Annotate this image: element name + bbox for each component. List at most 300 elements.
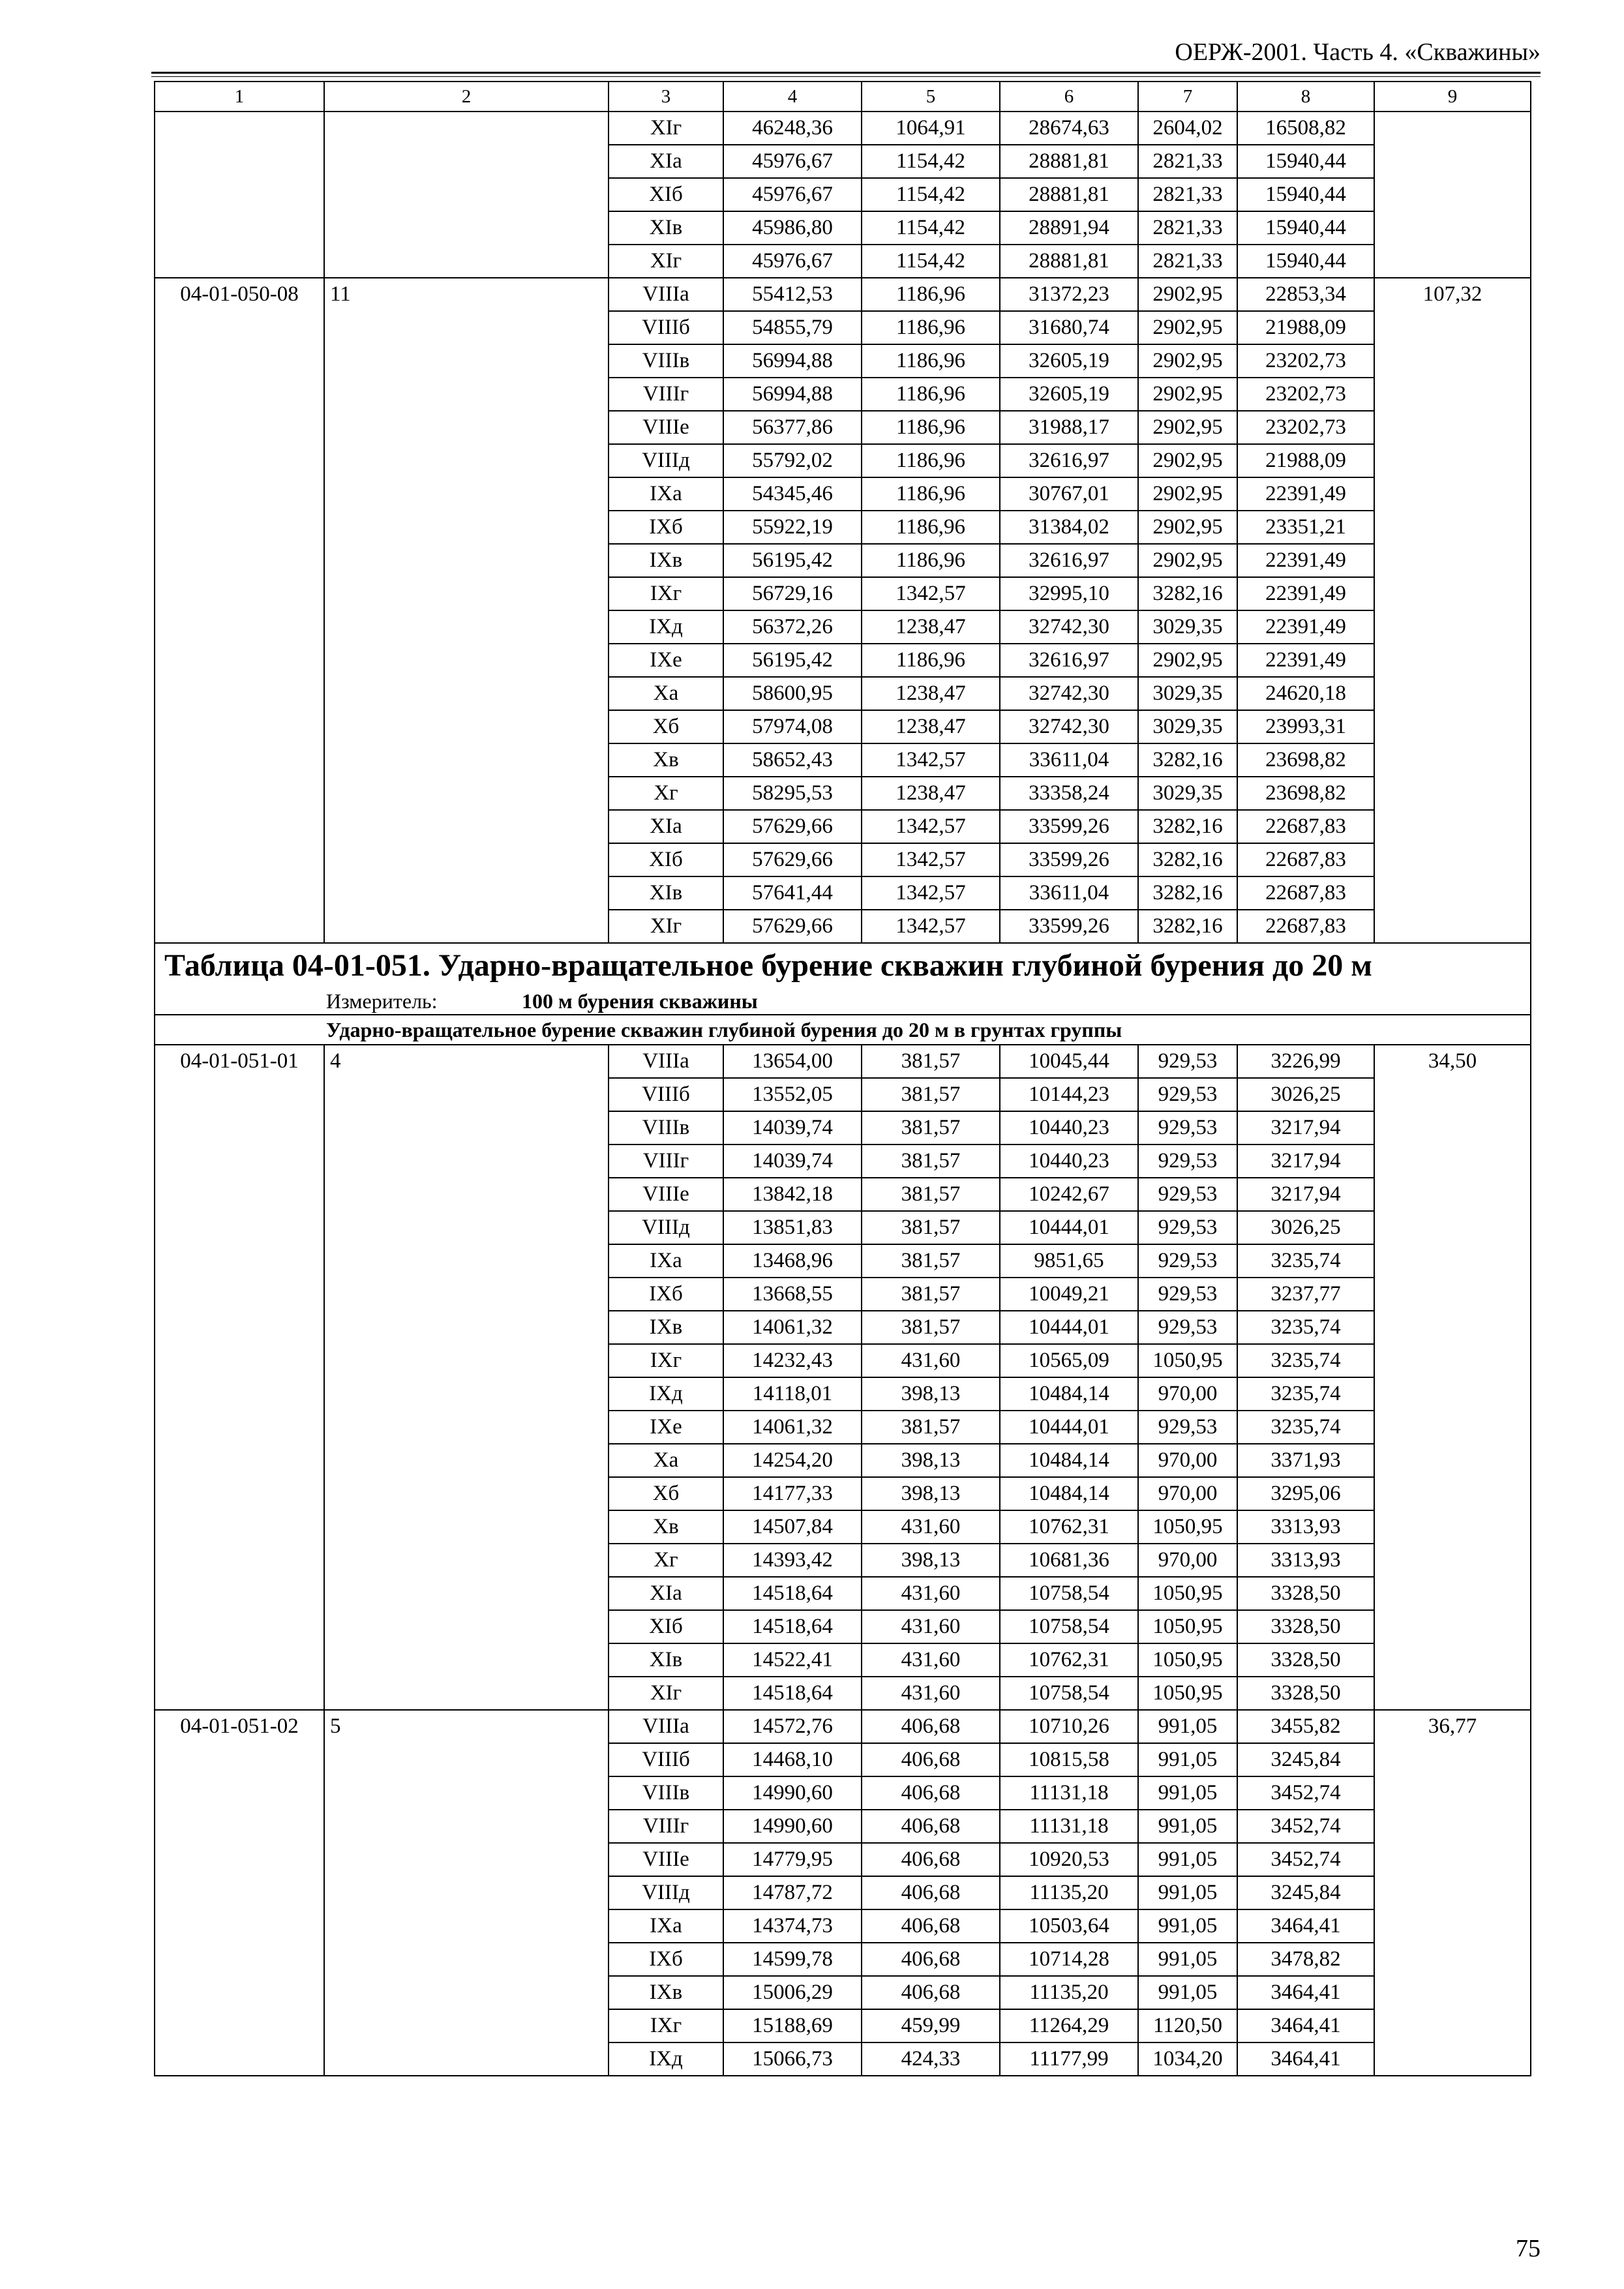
soil-group-cell: VIIIд [609,1876,723,1909]
meter-cell [155,988,1531,1015]
value-cell: 3328,50 [1237,1643,1374,1677]
workers-cell: 5 [324,1710,609,2076]
value-cell: 929,53 [1138,1078,1237,1111]
soil-group-cell: XIа [609,1577,723,1610]
value-cell: 33611,04 [1000,743,1138,777]
value-cell: 3217,94 [1237,1111,1374,1144]
value-cell: 15940,44 [1237,245,1374,278]
value-cell: 3235,74 [1237,1411,1374,1444]
value-cell: 10440,23 [1000,1144,1138,1178]
value-cell: 31372,23 [1000,278,1138,311]
value-cell: 23202,73 [1237,378,1374,411]
value-cell: 31384,02 [1000,511,1138,544]
soil-group-cell: VIIIв [609,1111,723,1144]
value-cell: 991,05 [1138,1943,1237,1976]
column-number: 1 [155,82,324,112]
table-row [155,278,1531,311]
value-cell: 22391,49 [1237,477,1374,511]
soil-group-cell: XIа [609,810,723,843]
value-cell: 10762,31 [1000,1510,1138,1544]
soil-group-cell: VIIIа [609,1045,723,1078]
value-cell: 2902,95 [1138,311,1237,344]
value-cell: 2902,95 [1138,477,1237,511]
value-cell: 23351,21 [1237,511,1374,544]
value-cell: 14522,41 [723,1643,862,1677]
rate-code-cell [155,112,324,278]
soil-group-cell: VIIIб [609,1078,723,1111]
column-number: 2 [324,82,609,112]
value-cell: 32995,10 [1000,577,1138,610]
soil-group-cell: VIIIе [609,1178,723,1211]
value-cell: 57974,08 [723,710,862,743]
value-cell: 57629,66 [723,843,862,876]
soil-group-cell: VIIIа [609,1710,723,1743]
value-cell: 431,60 [862,1610,1000,1643]
soil-group-cell: VIIIг [609,378,723,411]
soil-group-cell: IXа [609,1244,723,1278]
soil-group-cell: IXд [609,1377,723,1411]
value-cell: 13668,55 [723,1278,862,1311]
value-cell: 14518,64 [723,1610,862,1643]
value-cell: 14118,01 [723,1377,862,1411]
soil-group-cell: Xа [609,1444,723,1477]
value-cell: 3226,99 [1237,1045,1374,1078]
value-cell: 10815,58 [1000,1743,1138,1776]
workers-cell [324,112,609,278]
column-number: 5 [862,82,1000,112]
soil-group-cell: VIIIв [609,1776,723,1810]
value-cell: 23698,82 [1237,777,1374,810]
soil-group-cell: IXв [609,544,723,577]
workers-cell: 4 [324,1045,609,1710]
value-cell: 14177,33 [723,1477,862,1510]
value-cell: 10440,23 [1000,1111,1138,1144]
rate-code-cell: 04-01-051-01 [155,1045,324,1710]
value-cell: 3282,16 [1138,810,1237,843]
value-cell: 1120,50 [1138,2009,1237,2042]
value-cell: 1238,47 [862,610,1000,644]
value-cell: 1342,57 [862,843,1000,876]
value-cell: 10049,21 [1000,1278,1138,1311]
value-cell: 970,00 [1138,1444,1237,1477]
section-subtitle-row [155,1015,1531,1045]
value-cell: 30767,01 [1000,477,1138,511]
value-cell: 381,57 [862,1278,1000,1311]
value-cell: 45976,67 [723,245,862,278]
value-cell: 2902,95 [1138,511,1237,544]
value-cell: 2902,95 [1138,544,1237,577]
value-cell: 929,53 [1138,1311,1237,1344]
soil-group-cell: VIIIг [609,1810,723,1843]
value-cell: 970,00 [1138,1477,1237,1510]
value-cell: 11131,18 [1000,1810,1138,1843]
soil-group-cell: IXд [609,2042,723,2076]
value-cell: 2821,33 [1138,178,1237,211]
value-cell: 14232,43 [723,1344,862,1377]
value-cell: 991,05 [1138,1776,1237,1810]
value-cell: 398,13 [862,1377,1000,1411]
value-cell: 10710,26 [1000,1710,1138,1743]
value-cell: 1238,47 [862,710,1000,743]
value-cell: 991,05 [1138,1810,1237,1843]
value-cell: 13851,83 [723,1211,862,1244]
column-9-cell: 34,50 [1374,1045,1531,1710]
value-cell: 15940,44 [1237,178,1374,211]
value-cell: 1050,95 [1138,1643,1237,1677]
value-cell: 929,53 [1138,1045,1237,1078]
value-cell: 23202,73 [1237,411,1374,444]
value-cell: 10484,14 [1000,1444,1138,1477]
value-cell: 14599,78 [723,1943,862,1976]
value-cell: 3313,93 [1237,1544,1374,1577]
value-cell: 431,60 [862,1677,1000,1710]
value-cell: 3282,16 [1138,876,1237,910]
value-cell: 3235,74 [1237,1244,1374,1278]
value-cell: 381,57 [862,1244,1000,1278]
value-cell: 381,57 [862,1144,1000,1178]
value-cell: 3452,74 [1237,1843,1374,1876]
value-cell: 2902,95 [1138,344,1237,378]
value-cell: 1238,47 [862,677,1000,710]
soil-group-cell: XIв [609,211,723,245]
value-cell: 431,60 [862,1643,1000,1677]
value-cell: 1154,42 [862,245,1000,278]
value-cell: 56994,88 [723,344,862,378]
soil-group-cell: XIг [609,245,723,278]
value-cell: 28881,81 [1000,245,1138,278]
value-cell: 1342,57 [862,910,1000,943]
value-cell: 3026,25 [1237,1078,1374,1111]
value-cell: 15006,29 [723,1976,862,2009]
soil-group-cell: XIг [609,112,723,145]
value-cell: 929,53 [1138,1178,1237,1211]
value-cell: 3217,94 [1237,1144,1374,1178]
value-cell: 398,13 [862,1544,1000,1577]
value-cell: 398,13 [862,1477,1000,1510]
soil-group-cell: XIб [609,843,723,876]
value-cell: 28881,81 [1000,178,1138,211]
value-cell: 929,53 [1138,1144,1237,1178]
value-cell: 991,05 [1138,1909,1237,1943]
value-cell: 3464,41 [1237,2042,1374,2076]
soil-group-cell: IXв [609,1976,723,2009]
value-cell: 3464,41 [1237,2009,1374,2042]
value-cell: 406,68 [862,1743,1000,1776]
value-cell: 55922,19 [723,511,862,544]
column-number: 4 [723,82,862,112]
value-cell: 3452,74 [1237,1776,1374,1810]
soil-group-cell: XIб [609,178,723,211]
value-cell: 32605,19 [1000,344,1138,378]
value-cell: 14572,76 [723,1710,862,1743]
value-cell: 56377,86 [723,411,862,444]
value-cell: 3464,41 [1237,1909,1374,1943]
value-cell: 14990,60 [723,1810,862,1843]
value-cell: 1186,96 [862,444,1000,477]
value-cell: 56195,42 [723,644,862,677]
value-cell: 14518,64 [723,1577,862,1610]
value-cell: 14787,72 [723,1876,862,1909]
value-cell: 32742,30 [1000,677,1138,710]
value-cell: 10503,64 [1000,1909,1138,1943]
value-cell: 10484,14 [1000,1377,1138,1411]
value-cell: 1154,42 [862,178,1000,211]
value-cell: 32616,97 [1000,644,1138,677]
rates-table [154,81,1531,2076]
value-cell: 1034,20 [1138,2042,1237,2076]
value-cell: 22391,49 [1237,544,1374,577]
value-cell: 9851,65 [1000,1244,1138,1278]
soil-group-cell: VIIIг [609,1144,723,1178]
value-cell: 10444,01 [1000,1311,1138,1344]
value-cell: 1342,57 [862,743,1000,777]
value-cell: 459,99 [862,2009,1000,2042]
value-cell: 14779,95 [723,1843,862,1876]
value-cell: 55792,02 [723,444,862,477]
value-cell: 10484,14 [1000,1477,1138,1510]
value-cell: 56994,88 [723,378,862,411]
value-cell: 10681,36 [1000,1544,1138,1577]
value-cell: 10565,09 [1000,1344,1138,1377]
value-cell: 970,00 [1138,1377,1237,1411]
value-cell: 22853,34 [1237,278,1374,311]
soil-group-cell: IXб [609,511,723,544]
value-cell: 31680,74 [1000,311,1138,344]
value-cell: 406,68 [862,1943,1000,1976]
soil-group-cell: XIв [609,1643,723,1677]
value-cell: 406,68 [862,1843,1000,1876]
value-cell: 381,57 [862,1078,1000,1111]
soil-group-cell: IXб [609,1943,723,1976]
value-cell: 33611,04 [1000,876,1138,910]
value-cell: 10758,54 [1000,1677,1138,1710]
value-cell: 424,33 [862,2042,1000,2076]
value-cell: 1064,91 [862,112,1000,145]
value-cell: 28674,63 [1000,112,1138,145]
value-cell: 22687,83 [1237,810,1374,843]
value-cell: 11135,20 [1000,1976,1138,2009]
value-cell: 1186,96 [862,644,1000,677]
value-cell: 22391,49 [1237,644,1374,677]
soil-group-cell: Xв [609,1510,723,1544]
soil-group-cell: IXа [609,1909,723,1943]
value-cell: 1342,57 [862,577,1000,610]
soil-group-cell: VIIIб [609,311,723,344]
value-cell: 32742,30 [1000,610,1138,644]
value-cell: 406,68 [862,1710,1000,1743]
soil-group-cell: VIIIе [609,1843,723,1876]
value-cell: 3029,35 [1138,610,1237,644]
header-rule [151,72,1541,74]
value-cell: 381,57 [862,1111,1000,1144]
value-cell: 3237,77 [1237,1278,1374,1311]
rate-code-cell: 04-01-051-02 [155,1710,324,2076]
value-cell: 13468,96 [723,1244,862,1278]
value-cell: 3029,35 [1138,710,1237,743]
soil-group-cell: Xг [609,1544,723,1577]
soil-group-cell: IXе [609,1411,723,1444]
value-cell: 1050,95 [1138,1610,1237,1643]
value-cell: 13552,05 [723,1078,862,1111]
value-cell: 58600,95 [723,677,862,710]
value-cell: 1050,95 [1138,1677,1237,1710]
value-cell: 57629,66 [723,910,862,943]
value-cell: 13842,18 [723,1178,862,1211]
soil-group-cell: VIIIд [609,1211,723,1244]
value-cell: 23202,73 [1237,344,1374,378]
value-cell: 2902,95 [1138,378,1237,411]
value-cell: 2604,02 [1138,112,1237,145]
soil-group-cell: VIIIб [609,1743,723,1776]
value-cell: 33599,26 [1000,910,1138,943]
value-cell: 381,57 [862,1311,1000,1344]
value-cell: 1186,96 [862,511,1000,544]
value-cell: 3328,50 [1237,1677,1374,1710]
value-cell: 14039,74 [723,1144,862,1178]
value-cell: 54855,79 [723,311,862,344]
value-cell: 1050,95 [1138,1510,1237,1544]
value-cell: 381,57 [862,1045,1000,1078]
value-cell: 406,68 [862,1876,1000,1909]
column-number: 8 [1237,82,1374,112]
value-cell: 3452,74 [1237,1810,1374,1843]
meter-row [155,988,1531,1015]
value-cell: 406,68 [862,1976,1000,2009]
value-cell: 23993,31 [1237,710,1374,743]
value-cell: 3026,25 [1237,1211,1374,1244]
value-cell: 1154,42 [862,211,1000,245]
value-cell: 13654,00 [723,1045,862,1078]
value-cell: 1238,47 [862,777,1000,810]
value-cell: 3328,50 [1237,1610,1374,1643]
value-cell: 45976,67 [723,145,862,178]
value-cell: 970,00 [1138,1544,1237,1577]
column-9-cell: 36,77 [1374,1710,1531,2076]
column-number: 9 [1374,82,1531,112]
table-row [155,1710,1531,1743]
value-cell: 1050,95 [1138,1577,1237,1610]
soil-group-cell: IXв [609,1311,723,1344]
value-cell: 1186,96 [862,311,1000,344]
value-cell: 1050,95 [1138,1344,1237,1377]
value-cell: 10444,01 [1000,1211,1138,1244]
value-cell: 58295,53 [723,777,862,810]
column-number-row [155,82,1531,112]
value-cell: 3245,84 [1237,1876,1374,1909]
value-cell: 3478,82 [1237,1943,1374,1976]
value-cell: 406,68 [862,1909,1000,1943]
soil-group-cell: XIа [609,145,723,178]
value-cell: 33599,26 [1000,810,1138,843]
value-cell: 56372,26 [723,610,862,644]
value-cell: 10758,54 [1000,1610,1138,1643]
soil-group-cell: VIIIа [609,278,723,311]
value-cell: 24620,18 [1237,677,1374,710]
value-cell: 381,57 [862,1178,1000,1211]
value-cell: 929,53 [1138,1278,1237,1311]
value-cell: 57629,66 [723,810,862,843]
value-cell: 431,60 [862,1344,1000,1377]
column-9-cell: 107,32 [1374,278,1531,943]
value-cell: 991,05 [1138,1843,1237,1876]
value-cell: 32616,97 [1000,544,1138,577]
meter-label: Измеритель: [326,989,438,1013]
value-cell: 15188,69 [723,2009,862,2042]
value-cell: 1186,96 [862,544,1000,577]
table-title-row [155,943,1531,988]
value-cell: 431,60 [862,1577,1000,1610]
soil-group-cell: Xа [609,677,723,710]
value-cell: 2902,95 [1138,644,1237,677]
value-cell: 3282,16 [1138,843,1237,876]
value-cell: 3464,41 [1237,1976,1374,2009]
value-cell: 33599,26 [1000,843,1138,876]
table-row [155,112,1531,145]
value-cell: 10242,67 [1000,1178,1138,1211]
value-cell: 3282,16 [1138,743,1237,777]
soil-group-cell: Xг [609,777,723,810]
value-cell: 1186,96 [862,411,1000,444]
soil-group-cell: XIв [609,876,723,910]
soil-group-cell: XIг [609,1677,723,1710]
value-cell: 46248,36 [723,112,862,145]
value-cell: 22687,83 [1237,876,1374,910]
value-cell: 14061,32 [723,1411,862,1444]
value-cell: 15940,44 [1237,145,1374,178]
value-cell: 10714,28 [1000,1943,1138,1976]
value-cell: 3029,35 [1138,777,1237,810]
rate-code-cell: 04-01-050-08 [155,278,324,943]
value-cell: 2902,95 [1138,411,1237,444]
value-cell: 10758,54 [1000,1577,1138,1610]
value-cell: 56729,16 [723,577,862,610]
value-cell: 929,53 [1138,1211,1237,1244]
value-cell: 929,53 [1138,1244,1237,1278]
value-cell: 3282,16 [1138,910,1237,943]
column-number: 6 [1000,82,1138,112]
value-cell: 56195,42 [723,544,862,577]
value-cell: 1342,57 [862,876,1000,910]
soil-group-cell: Xб [609,1477,723,1510]
soil-group-cell: XIб [609,1610,723,1643]
value-cell: 10045,44 [1000,1045,1138,1078]
soil-group-cell: IXд [609,610,723,644]
value-cell: 929,53 [1138,1111,1237,1144]
workers-cell: 11 [324,278,609,943]
value-cell: 54345,46 [723,477,862,511]
value-cell: 14990,60 [723,1776,862,1810]
value-cell: 45976,67 [723,178,862,211]
soil-group-cell: VIIIд [609,444,723,477]
value-cell: 3235,74 [1237,1344,1374,1377]
soil-group-cell: Xв [609,743,723,777]
value-cell: 2821,33 [1138,145,1237,178]
soil-group-cell: IXг [609,2009,723,2042]
value-cell: 991,05 [1138,1743,1237,1776]
value-cell: 1342,57 [862,810,1000,843]
table-row [155,1045,1531,1078]
value-cell: 3371,93 [1237,1444,1374,1477]
section-subtitle: Ударно-вращательное бурение скважин глубиной бурения до 20 м в грунтах группы [155,1015,1531,1045]
value-cell: 58652,43 [723,743,862,777]
value-cell: 22687,83 [1237,843,1374,876]
value-cell: 3235,74 [1237,1377,1374,1411]
column-9-cell [1374,112,1531,278]
value-cell: 14374,73 [723,1909,862,1943]
soil-group-cell: IXг [609,1344,723,1377]
value-cell: 14393,42 [723,1544,862,1577]
value-cell: 991,05 [1138,1976,1237,2009]
